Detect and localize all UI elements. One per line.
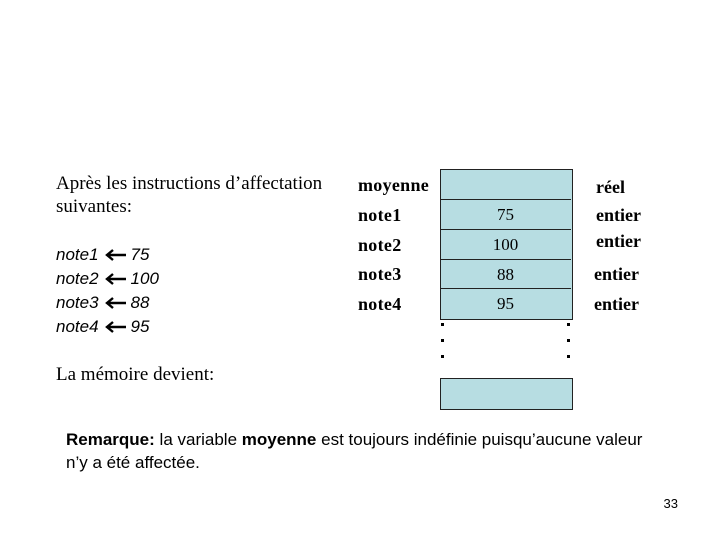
- memory-caption: La mémoire devient:: [56, 364, 215, 385]
- assignment-var: note2: [56, 269, 99, 288]
- assignment-value: 100: [130, 269, 159, 288]
- left-arrow-icon: [105, 272, 127, 286]
- remark-text: [66, 428, 666, 474]
- assignment-note2: [56, 269, 159, 289]
- memory-cell-bottom: [440, 378, 573, 410]
- remark-label: Remarque:: [66, 430, 155, 449]
- assignment-value: 88: [130, 293, 150, 312]
- var-name-moyenne: moyenne: [358, 175, 430, 195]
- memory-cell-note3: 88: [440, 259, 571, 289]
- var-type-note1: entier: [596, 205, 641, 225]
- ellipsis-dot: [441, 339, 444, 342]
- ellipsis-dot: [567, 339, 570, 342]
- left-arrow-icon: [105, 248, 127, 262]
- assignment-var: note3: [56, 293, 99, 312]
- memory-cell-moyenne: [440, 169, 571, 199]
- remark-keyword: moyenne: [241, 430, 317, 449]
- assignment-var: note1: [56, 245, 99, 264]
- var-type-note3: entier: [594, 264, 639, 284]
- assignment-note3: [56, 293, 149, 313]
- ellipsis-dot: [567, 323, 570, 326]
- memory-cell-note2: 100: [440, 229, 571, 259]
- var-type-moyenne: réel: [596, 177, 625, 197]
- memory-cell-note1: 75: [440, 199, 571, 229]
- assignment-note1: [56, 245, 149, 265]
- var-name-note2: note2: [358, 235, 402, 255]
- var-type-note2: entier: [596, 231, 641, 251]
- page-number: 33: [663, 496, 678, 511]
- remark-text-2: est toujours indéfinie puisqu’aucune valeur n’y a été affectée.: [66, 430, 643, 472]
- ellipsis-dot: [441, 355, 444, 358]
- intro-text: [56, 172, 322, 218]
- ellipsis-dot: [441, 323, 444, 326]
- remark-text-1: la variable: [154, 430, 242, 449]
- var-name-note1: note1: [358, 205, 402, 225]
- assignment-note4: [56, 317, 149, 337]
- assignment-var: note4: [56, 317, 99, 336]
- ellipsis-dot: [567, 355, 570, 358]
- memory-cell-note4: 95: [440, 288, 571, 318]
- intro-line-1: Après les instructions d’affectation: [56, 173, 323, 194]
- left-arrow-icon: [105, 296, 127, 310]
- assignment-value: 95: [130, 317, 150, 336]
- assignment-value: 75: [130, 245, 150, 264]
- var-type-note4: entier: [594, 294, 639, 314]
- var-name-note3: note3: [358, 264, 402, 284]
- var-name-note4: note4: [358, 294, 402, 314]
- intro-line-2: suivantes:: [56, 196, 132, 217]
- left-arrow-icon: [105, 320, 127, 334]
